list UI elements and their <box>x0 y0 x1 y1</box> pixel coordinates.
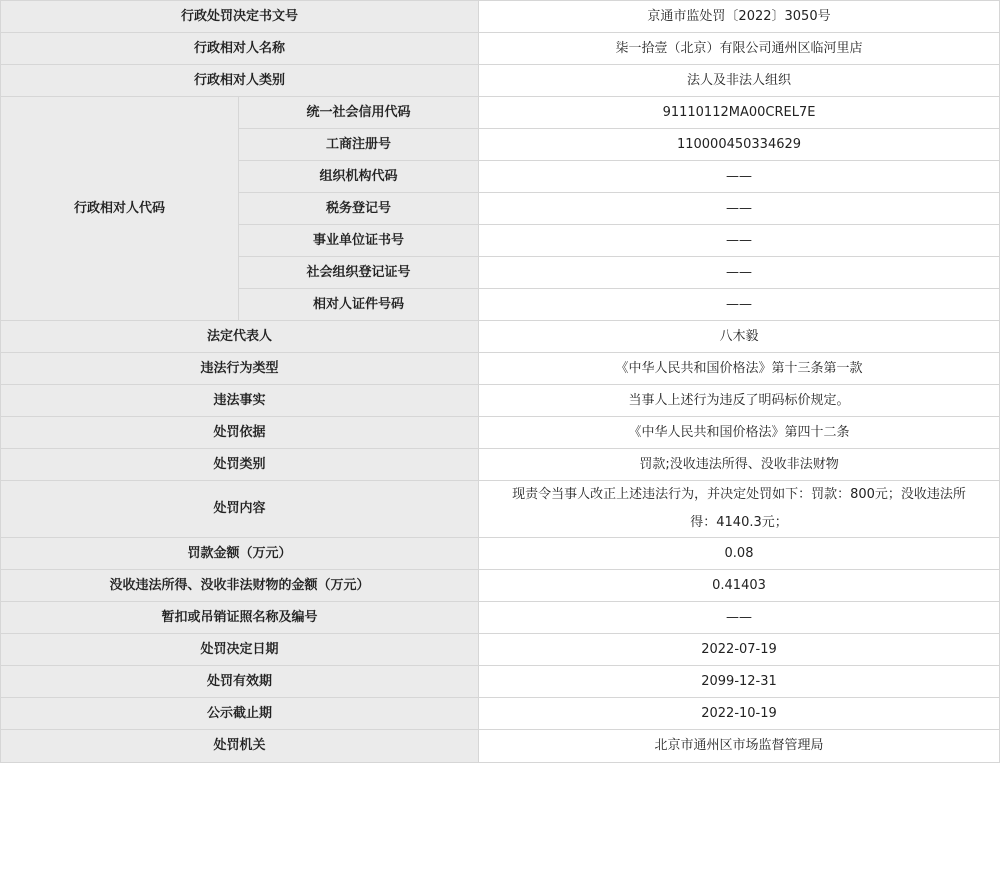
table-row <box>1 730 1000 763</box>
table-row <box>1 97 1000 129</box>
organization-code-label: 组织机构代码 <box>239 161 479 193</box>
table-row <box>1 321 1000 353</box>
license-suspension-label: 暂扣或吊销证照名称及编号 <box>1 602 479 634</box>
penalty-authority-label: 处罚机关 <box>1 730 479 763</box>
penalty-basis-value: 《中华人民共和国价格法》第四十二条 <box>479 417 1000 449</box>
party-name-value: 柒一拾壹（北京）有限公司通州区临河里店 <box>479 33 1000 65</box>
table-row <box>1 666 1000 698</box>
decision-number-value: 京通市监处罚〔2022〕3050号 <box>479 1 1000 33</box>
penalty-content-line-2: 得：4140.3元； <box>690 515 788 530</box>
fine-amount-label: 罚款金额（万元） <box>1 538 479 570</box>
penalty-content-line-1: 现责令当事人改正上述违法行为，并决定处罚如下：罚款：800元；没收违法所 <box>512 487 966 502</box>
legal-representative-value: 八木毅 <box>479 321 1000 353</box>
table-row <box>1 65 1000 97</box>
table-row <box>1 538 1000 570</box>
party-category-label: 行政相对人类别 <box>1 65 479 97</box>
violation-facts-value: 当事人上述行为违反了明码标价规定。 <box>479 385 1000 417</box>
decision-date-label: 处罚决定日期 <box>1 634 479 666</box>
decision-date-value: 2022-07-19 <box>479 634 1000 666</box>
credit-code-label: 统一社会信用代码 <box>239 97 479 129</box>
table-row <box>1 449 1000 481</box>
penalty-category-label: 处罚类别 <box>1 449 479 481</box>
decision-number-label: 行政处罚决定书文号 <box>1 1 479 33</box>
credit-code-value: 91110112MA00CREL7E <box>479 97 1000 129</box>
penalty-category-value: 罚款;没收违法所得、没收非法财物 <box>479 449 1000 481</box>
publication-deadline-label: 公示截止期 <box>1 698 479 730</box>
table-row <box>1 698 1000 730</box>
social-org-registration-value: —— <box>479 257 1000 289</box>
confiscation-amount-value: 0.41403 <box>479 570 1000 602</box>
tax-registration-label: 税务登记号 <box>239 193 479 225</box>
penalty-content-label: 处罚内容 <box>1 481 479 538</box>
table-row <box>1 481 1000 538</box>
party-category-value: 法人及非法人组织 <box>479 65 1000 97</box>
table-row <box>1 570 1000 602</box>
party-name-label: 行政相对人名称 <box>1 33 479 65</box>
confiscation-amount-label: 没收违法所得、没收非法财物的金额（万元） <box>1 570 479 602</box>
business-registration-label: 工商注册号 <box>239 129 479 161</box>
legal-representative-label: 法定代表人 <box>1 321 479 353</box>
penalty-authority-value: 北京市通州区市场监督管理局 <box>479 730 1000 763</box>
table-row <box>1 353 1000 385</box>
tax-registration-value: —— <box>479 193 1000 225</box>
table-row <box>1 385 1000 417</box>
party-id-number-value: —— <box>479 289 1000 321</box>
organization-code-value: —— <box>479 161 1000 193</box>
validity-period-value: 2099-12-31 <box>479 666 1000 698</box>
violation-type-label: 违法行为类型 <box>1 353 479 385</box>
penalty-content-value <box>479 481 1000 538</box>
social-org-registration-label: 社会组织登记证号 <box>239 257 479 289</box>
table-row <box>1 33 1000 65</box>
table-row <box>1 602 1000 634</box>
violation-facts-label: 违法事实 <box>1 385 479 417</box>
table-row <box>1 1 1000 33</box>
party-id-number-label: 相对人证件号码 <box>239 289 479 321</box>
fine-amount-value: 0.08 <box>479 538 1000 570</box>
license-suspension-value: —— <box>479 602 1000 634</box>
publication-deadline-value: 2022-10-19 <box>479 698 1000 730</box>
business-registration-value: 110000450334629 <box>479 129 1000 161</box>
validity-period-label: 处罚有效期 <box>1 666 479 698</box>
institution-certificate-label: 事业单位证书号 <box>239 225 479 257</box>
penalty-basis-label: 处罚依据 <box>1 417 479 449</box>
institution-certificate-value: —— <box>479 225 1000 257</box>
table-row <box>1 417 1000 449</box>
violation-type-value: 《中华人民共和国价格法》第十三条第一款 <box>479 353 1000 385</box>
table-row <box>1 634 1000 666</box>
party-code-group-label: 行政相对人代码 <box>1 97 239 321</box>
